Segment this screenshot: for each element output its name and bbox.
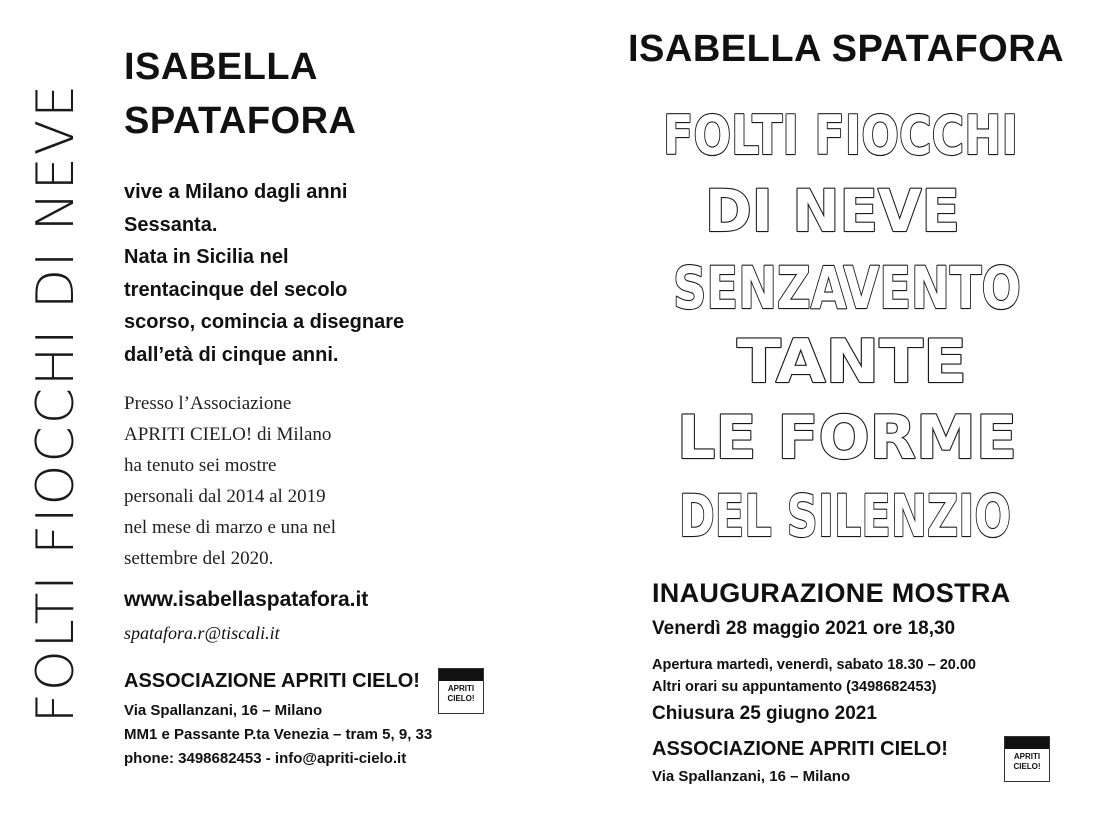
bio-exhibitions — [124, 388, 454, 574]
poem-line: DI NEVE — [705, 177, 960, 245]
bio-line: Sessanta. — [124, 213, 218, 236]
logo-line: APRITI — [1013, 752, 1041, 761]
bio-line: Presso l’Associazione — [124, 393, 292, 414]
poem-line: FOLTI FIOCCHI — [663, 104, 1018, 167]
bio-line: APRITI CIELO! di Milano — [124, 424, 332, 445]
vertical-title — [26, 42, 86, 764]
association-name: ASSOCIAZIONE APRITI CIELO! — [124, 670, 420, 692]
address-line: Via Spallanzani, 16 – Milano — [124, 702, 323, 719]
logo-band — [439, 669, 483, 681]
bio-line: vive a Milano dagli anni — [124, 181, 348, 203]
bio-line: settembre del 2020. — [124, 548, 274, 569]
bio-line: personali dal 2014 al 2019 — [124, 486, 326, 507]
artist-name-line: ISABELLA — [124, 46, 318, 88]
email-link[interactable]: spatafora.r@tiscali.it — [124, 623, 280, 643]
artist-name-right: ISABELLA SPATAFORA — [628, 28, 1065, 70]
inauguration-date: Venerdì 28 maggio 2021 ore 18,30 — [652, 618, 956, 639]
bio-line: dall’età di cinque anni. — [124, 343, 339, 366]
artist-name-line: SPATAFORA — [124, 100, 357, 142]
logo-text — [1005, 752, 1049, 772]
opening-hours-block — [652, 654, 976, 698]
logo-line: APRITI — [447, 684, 475, 693]
logo-band — [1005, 737, 1049, 749]
logo-line: CIELO! — [447, 694, 475, 703]
bio-line: ha tenuto sei mostre — [124, 455, 277, 476]
apriti-cielo-logo-right — [1004, 736, 1050, 782]
bio-line: trentacinque del secolo — [124, 278, 348, 301]
poem-line: TANTE — [737, 327, 967, 397]
bio-line: Nata in Sicilia nel — [124, 246, 289, 268]
other-hours: Altri orari su appuntamento (3498682453) — [652, 679, 937, 695]
website-link[interactable]: www.isabellaspatafora.it — [124, 588, 369, 611]
bio-line: nel mese di marzo e una nel — [124, 517, 337, 538]
poem-line: DEL SILENZIO — [679, 482, 1011, 550]
bio-line: scorso, comincia a disegnare — [124, 311, 405, 333]
address-right: Via Spallanzani, 16 – Milano — [652, 768, 851, 785]
bio-bold — [124, 176, 454, 371]
inauguration-title: INAUGURAZIONE MOSTRA — [652, 578, 1011, 608]
vertical-title-text: FOLTI FIOCCHI DI NEVE — [26, 82, 86, 724]
address-block — [124, 699, 524, 771]
association-name-right: ASSOCIAZIONE APRITI CIELO! — [652, 738, 948, 760]
logo-line: CIELO! — [1013, 762, 1041, 771]
artist-name-left — [124, 40, 454, 148]
address-line: MM1 e Passante P.ta Venezia – tram 5, 9, 33 — [124, 726, 433, 743]
poem-line: LE FORME — [677, 403, 1017, 473]
handwritten-poem-artwork — [655, 96, 1035, 566]
closing-date: Chiusura 25 giugno 2021 — [652, 703, 877, 724]
poem-line: SENZAVENTO — [673, 254, 1021, 322]
contact-line: phone: 3498682453 - info@apriti-cielo.it — [124, 750, 407, 767]
opening-hours: Apertura martedì, venerdì, sabato 18.30 – 20.00 — [652, 657, 976, 673]
